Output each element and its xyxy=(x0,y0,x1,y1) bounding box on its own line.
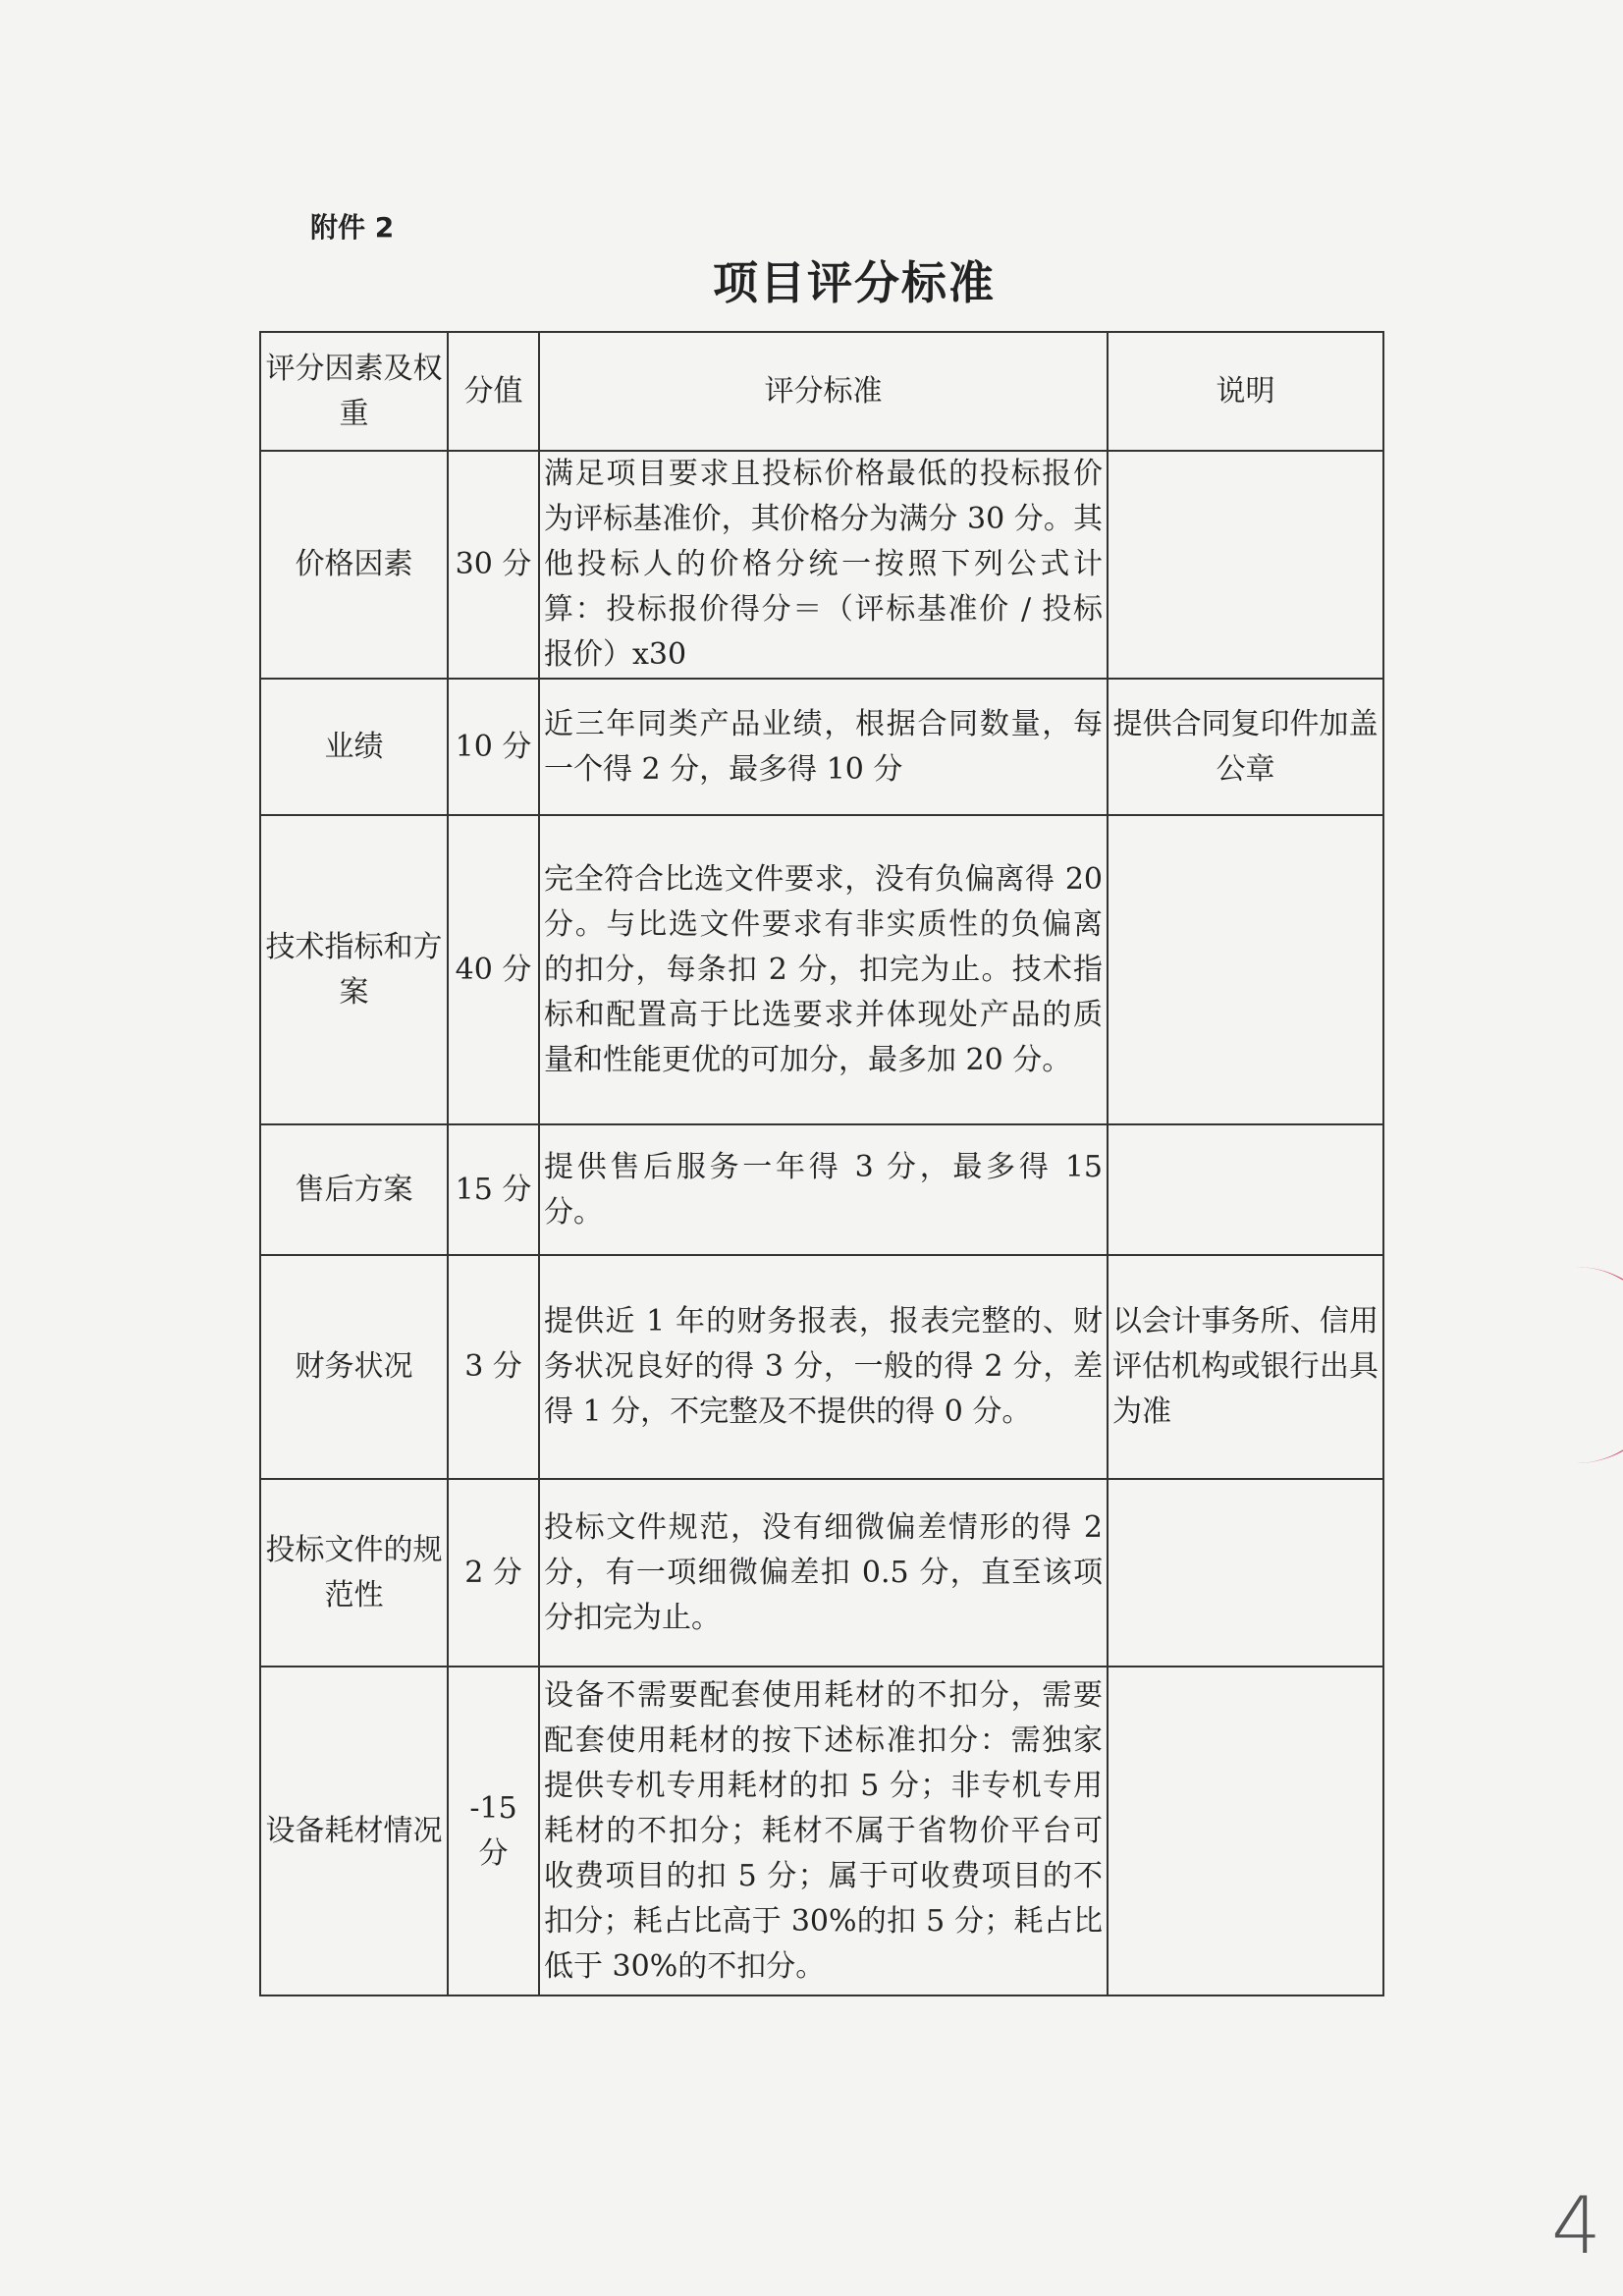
factor-cell: 价格因素 xyxy=(260,451,448,679)
header-criteria: 评分标准 xyxy=(539,332,1108,451)
score-cell: -15 分 xyxy=(448,1667,539,1995)
criteria-cell: 满足项目要求且投标价格最低的投标报价为评标基准价，其价格分为满分 30 分。其他投标人的价格分统一按照下列公式计算：投标报价得分＝（评标基准价 / 投标报价）x30 xyxy=(539,451,1108,679)
factor-cell: 设备耗材情况 xyxy=(260,1667,448,1995)
table-row xyxy=(260,1479,1383,1667)
page-title: 项目评分标准 xyxy=(713,256,996,309)
red-seal-stamp xyxy=(1532,1267,1623,1463)
header-note: 说明 xyxy=(1108,332,1383,451)
score-cell: 3 分 xyxy=(448,1255,539,1479)
criteria-cell: 设备不需要配套使用耗材的不扣分，需要配套使用耗材的按下述标准扣分：需独家提供专机专用耗材的扣 5 分；非专机专用耗材的不扣分；耗材不属于省物价平台可收费项目的扣 5 分；属于可收费项目的不扣分；耗占比高于 30%的扣 5 分；耗占比低于 30%的不扣分。 xyxy=(539,1667,1108,1995)
table-row xyxy=(260,1667,1383,1995)
score-cell: 2 分 xyxy=(448,1479,539,1667)
criteria-cell: 近三年同类产品业绩，根据合同数量，每一个得 2 分，最多得 10 分 xyxy=(539,679,1108,815)
note-cell xyxy=(1108,1667,1383,1995)
criteria-cell: 完全符合比选文件要求，没有负偏离得 20 分。与比选文件要求有非实质性的负偏离的扣分，每条扣 2 分，扣完为止。技术指标和配置高于比选要求并体现处产品的质量和性能更优的可加分，最多加 20 分。 xyxy=(539,815,1108,1124)
factor-cell: 投标文件的规范性 xyxy=(260,1479,448,1667)
table-row xyxy=(260,679,1383,815)
table-row xyxy=(260,1255,1383,1479)
table-row xyxy=(260,815,1383,1124)
attachment-label: 附件 2 xyxy=(310,211,395,244)
score-cell: 40 分 xyxy=(448,815,539,1124)
header-factor: 评分因素及权重 xyxy=(260,332,448,451)
table-row xyxy=(260,451,1383,679)
note-cell xyxy=(1108,451,1383,679)
note-cell: 提供合同复印件加盖公章 xyxy=(1108,679,1383,815)
table-row xyxy=(260,1124,1383,1255)
factor-cell: 技术指标和方案 xyxy=(260,815,448,1124)
header-score: 分值 xyxy=(448,332,539,451)
criteria-cell: 提供近 1 年的财务报表，报表完整的、财务状况良好的得 3 分，一般的得 2 分，差得 1 分，不完整及不提供的得 0 分。 xyxy=(539,1255,1108,1479)
scoring-table xyxy=(259,331,1384,1996)
note-cell xyxy=(1108,1124,1383,1255)
factor-cell: 业绩 xyxy=(260,679,448,815)
page-number: 4 xyxy=(1551,2180,1601,2271)
factor-cell: 售后方案 xyxy=(260,1124,448,1255)
note-cell xyxy=(1108,1479,1383,1667)
score-cell: 15 分 xyxy=(448,1124,539,1255)
factor-cell: 财务状况 xyxy=(260,1255,448,1479)
table-header-row xyxy=(260,332,1383,451)
note-cell: 以会计事务所、信用评估机构或银行出具为准 xyxy=(1108,1255,1383,1479)
criteria-cell: 投标文件规范，没有细微偏差情形的得 2 分，有一项细微偏差扣 0.5 分，直至该项分扣完为止。 xyxy=(539,1479,1108,1667)
note-cell xyxy=(1108,815,1383,1124)
score-cell: 30 分 xyxy=(448,451,539,679)
criteria-cell: 提供售后服务一年得 3 分，最多得 15 分。 xyxy=(539,1124,1108,1255)
score-cell: 10 分 xyxy=(448,679,539,815)
